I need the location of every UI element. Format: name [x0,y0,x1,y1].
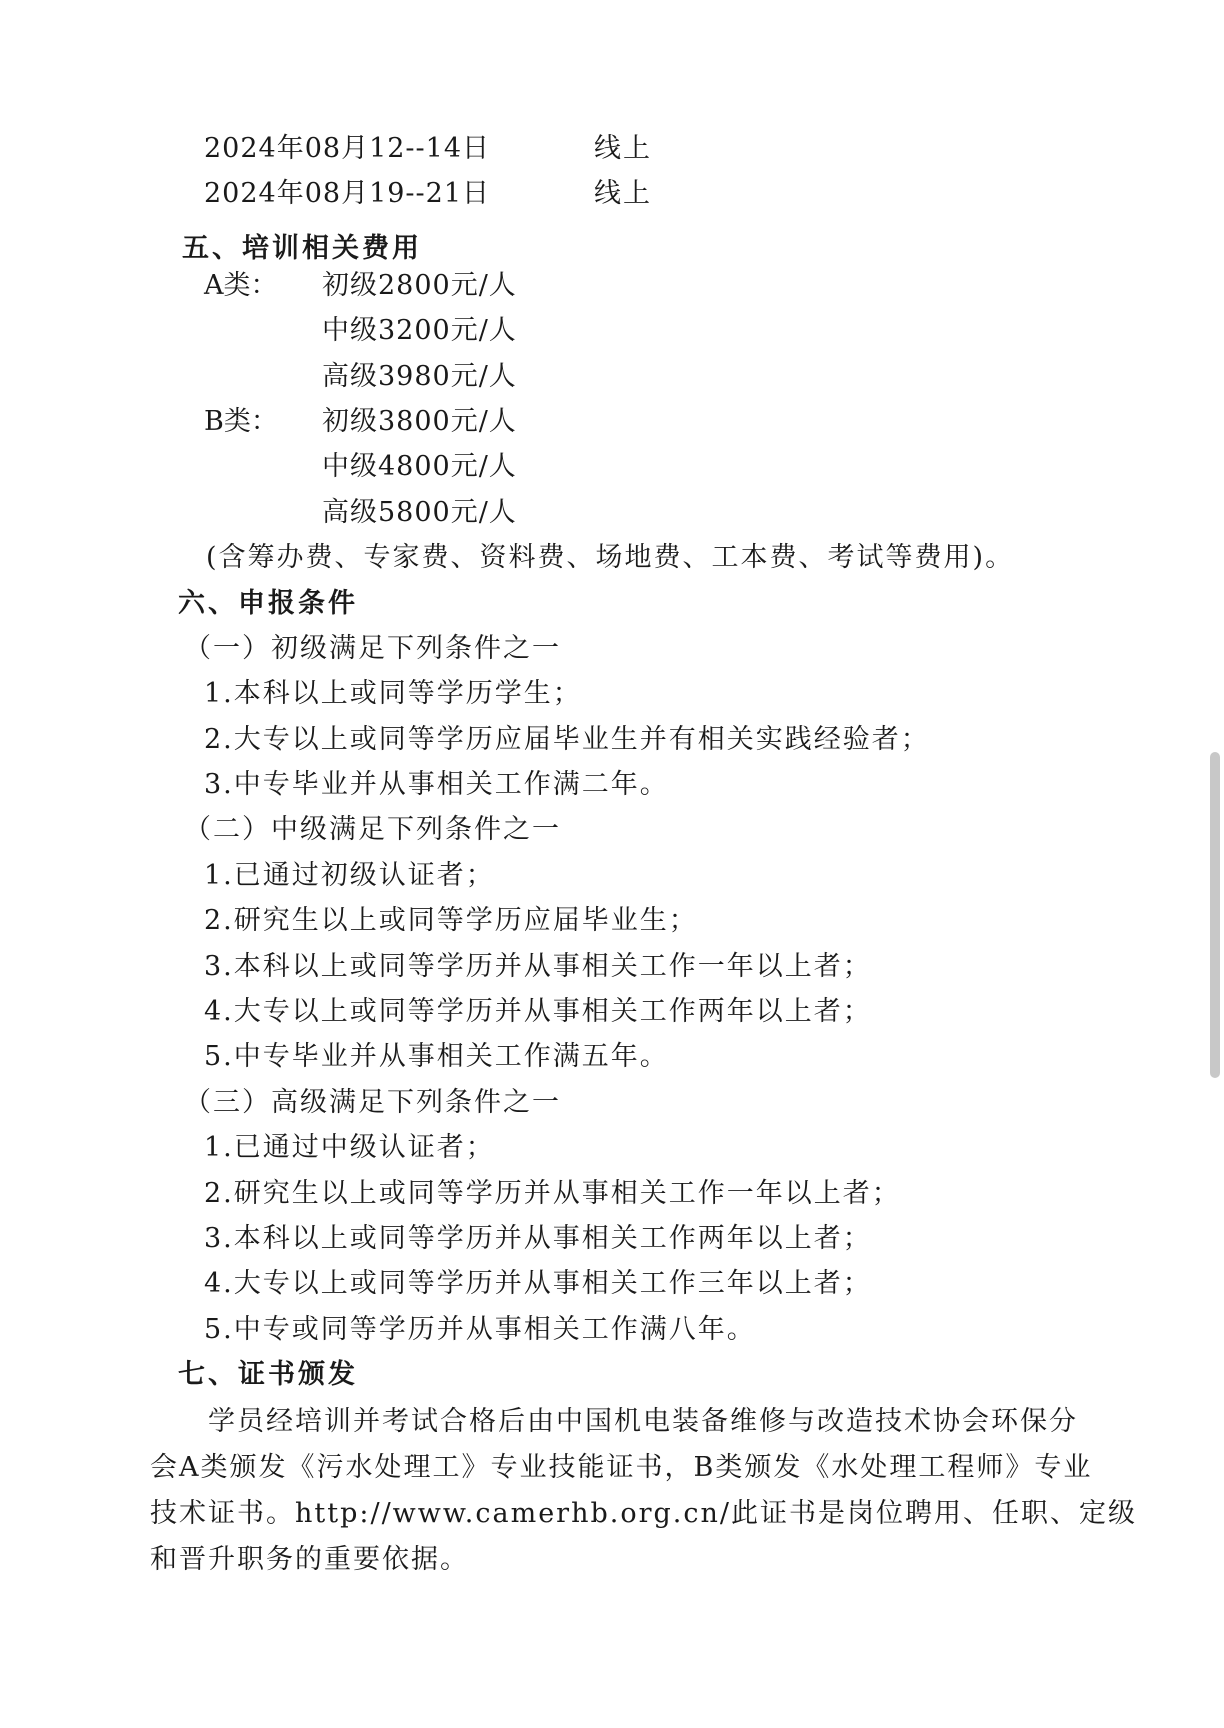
condition-item: 4.大专以上或同等学历并从事相关工作两年以上者； [204,996,872,1027]
paragraph-line: 技术证书。http://www.camerhb.org.cn/此证书是岗位聘用、任职、定级 [150,1498,1137,1529]
fee-price: 中级4800元/人 [322,451,517,482]
condition-item: 2.研究生以上或同等学历应届毕业生； [204,905,698,936]
conditions-heading: 六、申报条件 [178,588,358,619]
paragraph-line: 会A类颁发《污水处理工》专业技能证书，B类颁发《水处理工程师》专业 [150,1452,1093,1483]
fees-note: (含筹办费、专家费、资料费、场地费、工本费、考试等费用)。 [206,542,1015,573]
condition-item: 4.大专以上或同等学历并从事相关工作三年以上者； [204,1268,872,1299]
condition-item: 1.已通过初级认证者； [204,860,495,891]
senior-conditions-title: （三）高级满足下列条件之一 [184,1087,561,1118]
condition-item: 2.研究生以上或同等学历并从事相关工作一年以上者； [204,1178,901,1209]
fee-price: 中级3200元/人 [322,315,517,346]
condition-item: 1.已通过中级认证者； [204,1132,495,1163]
condition-item: 3.本科以上或同等学历并从事相关工作两年以上者； [204,1223,872,1254]
condition-item: 2.大专以上或同等学历应届毕业生并有相关实践经验者； [204,724,930,755]
fees-heading: 五、培训相关费用 [182,233,422,264]
condition-item: 3.中专毕业并从事相关工作满二年。 [204,769,669,800]
fee-price: 高级3980元/人 [322,361,517,392]
fee-category-b-label: B类： [204,406,278,437]
middle-conditions-title: （二）中级满足下列条件之一 [184,814,561,845]
certificate-paragraph [150,1399,1137,1583]
fee-category-a-label: A类： [204,270,278,301]
fee-price: 初级2800元/人 [322,270,517,301]
condition-item: 5.中专毕业并从事相关工作满五年。 [204,1041,669,1072]
fee-price: 高级5800元/人 [322,497,517,528]
condition-item: 5.中专或同等学历并从事相关工作满八年。 [204,1314,756,1345]
schedule-date: 2024年08月19--21日 [204,178,491,209]
fee-price: 初级3800元/人 [322,406,517,437]
schedule-mode: 线上 [594,178,652,209]
condition-item: 3.本科以上或同等学历并从事相关工作一年以上者； [204,951,872,982]
condition-item: 1.本科以上或同等学历学生； [204,678,582,709]
paragraph-line: 和晋升职务的重要依据。 [150,1544,469,1575]
certificate-heading: 七、证书颁发 [178,1359,358,1390]
schedule-row [0,177,1224,211]
paragraph-line: 学员经培训并考试合格后由中国机电装备维修与改造技术协会环保分 [208,1406,1078,1437]
schedule-date: 2024年08月12--14日 [204,133,491,164]
schedule-row [0,132,1224,166]
schedule-mode: 线上 [594,133,652,164]
junior-conditions-title: （一）初级满足下列条件之一 [184,633,561,664]
vertical-scrollbar[interactable] [1210,752,1220,1078]
